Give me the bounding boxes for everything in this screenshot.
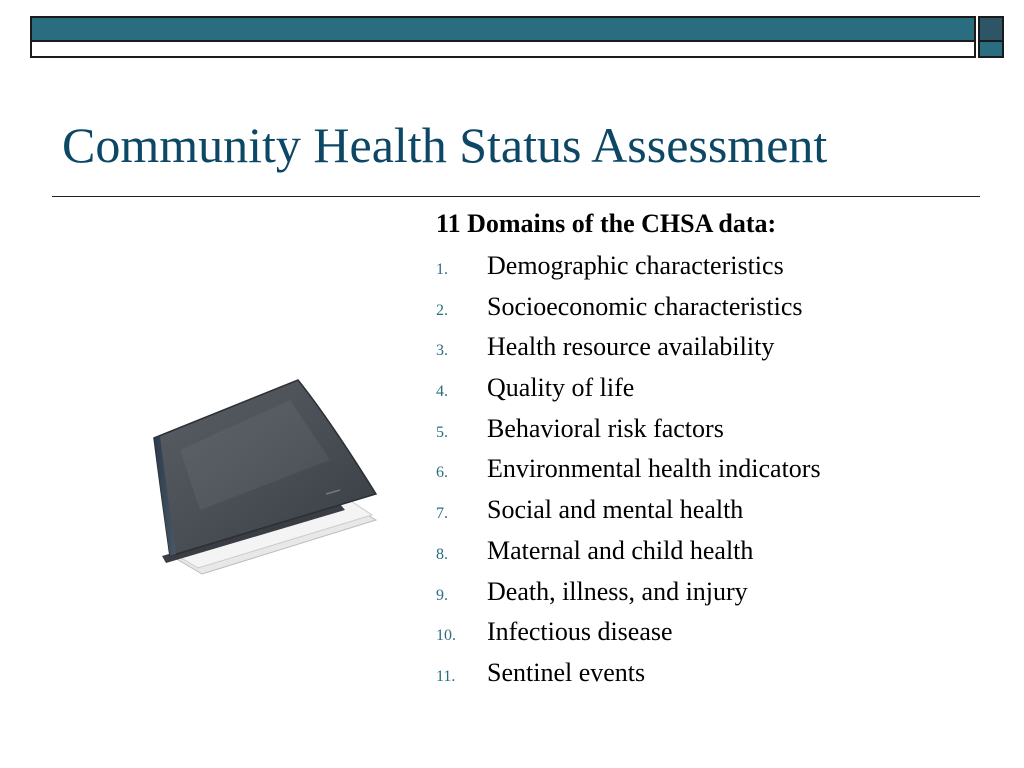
list-item: [436, 409, 996, 450]
list-item-text: Sentinel events: [487, 657, 646, 687]
domains-list: [436, 246, 996, 694]
list-item: [436, 531, 996, 572]
header-bar-strip: [30, 42, 976, 58]
title-divider: [52, 196, 980, 197]
header-corner-square-lower: [978, 42, 1004, 58]
header-bar: [30, 16, 976, 42]
list-item-text: Health resource availability: [487, 332, 775, 362]
domains-heading: 11 Domains of the CHSA data:: [436, 209, 777, 238]
list-item-number: 3.: [436, 342, 448, 360]
list-item-text: Infectious disease: [487, 617, 673, 647]
list-item: [436, 327, 996, 368]
list-item-number: 4.: [436, 383, 448, 401]
header-corner-square: [978, 16, 1004, 42]
list-item: [436, 653, 996, 694]
list-item: [436, 287, 996, 328]
list-item-text: Maternal and child health: [487, 535, 754, 565]
list-item-text: Behavioral risk factors: [487, 413, 724, 443]
list-item: [436, 612, 996, 653]
list-item-text: Demographic characteristics: [487, 251, 784, 280]
list-item: [436, 490, 996, 531]
list-item-number: 6.: [436, 464, 448, 482]
list-item-text: Social and mental health: [487, 495, 744, 525]
list-item-text: Quality of life: [487, 373, 635, 403]
list-item-number: 1.: [436, 261, 448, 278]
list-item-text: Death, illness, and injury: [487, 576, 748, 606]
list-item: [436, 449, 996, 490]
list-item-number: 11.: [436, 667, 456, 685]
list-item: [436, 572, 996, 613]
domains-content: [436, 206, 996, 694]
list-item-number: 7.: [436, 505, 448, 523]
list-item-text: Environmental health indicators: [487, 454, 821, 484]
list-item-number: 8.: [436, 545, 448, 563]
list-item-number: 5.: [436, 423, 448, 441]
binder-folder-icon: [140, 360, 390, 600]
list-item-number: 9.: [436, 586, 448, 604]
list-item-number: 2.: [436, 301, 448, 319]
list-item-text: Socioeconomic characteristics: [487, 291, 803, 321]
list-item: [436, 368, 996, 409]
slide-title: Community Health Status Assessment: [62, 117, 828, 173]
list-item: [436, 246, 996, 287]
list-item-number: 10.: [436, 627, 456, 645]
